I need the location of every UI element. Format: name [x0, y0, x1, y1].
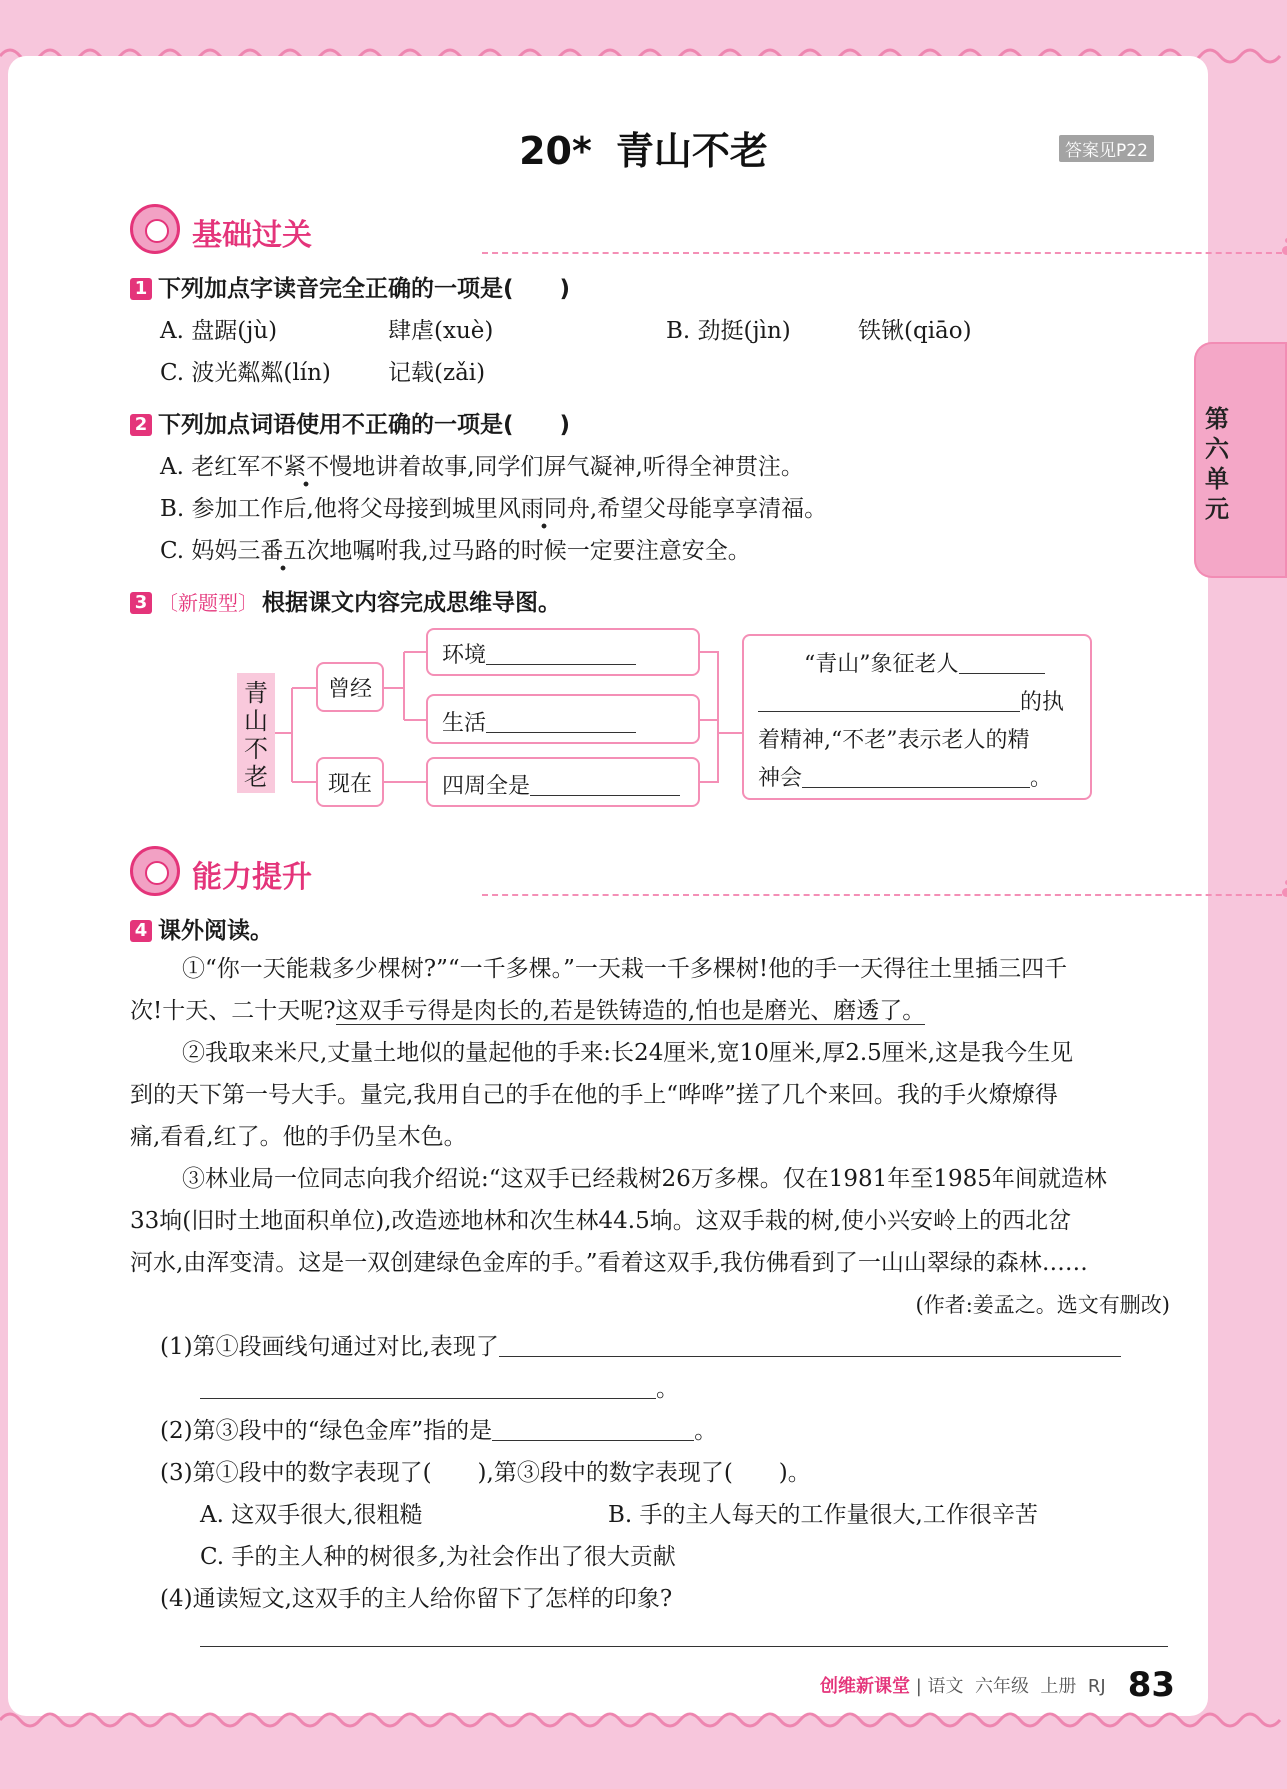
q2-c-suffix: 地嘱咐我,过马路的时候一定要注意安全。	[329, 538, 751, 564]
around-label: 四周全是	[442, 774, 531, 799]
passage-p3-line1: ③林业局一位同志向我介绍说:“这双手已经栽树26万多棵。仅在1981年至1985年间就造林	[182, 1166, 1107, 1192]
mind-map-root: 青山不老	[237, 673, 275, 793]
life-blank[interactable]	[486, 710, 636, 733]
passage-p3-line3: 河水,由浑变清。这是一双创建绿色金库的手。”看着这双手,我仿佛看到了一山山翠绿的森林……	[130, 1250, 1088, 1276]
q4-sub4: (4)通读短文,这双手的主人给你留下了怎样的印象?	[160, 1586, 673, 1612]
footer-grade: 六年级	[974, 1676, 1029, 1697]
question-1-text: 下列加点字读音完全正确的一项是( )	[158, 276, 571, 302]
question-number-badge: 2	[130, 414, 152, 436]
q2-b-prefix: B. 参加工作后,他将父母接到城里	[160, 496, 498, 522]
summary-line-4: 神会	[758, 766, 803, 791]
q4-sub1	[160, 1328, 1121, 1361]
summary-blank-2[interactable]	[758, 689, 1020, 712]
passage-p2-line3: 痛,看看,红了。他的手仍呈木色。	[130, 1124, 467, 1150]
page-footer: 创维新课堂 | 语文 六年级 上册 RJ 83	[820, 1665, 1176, 1705]
passage-underlined-sentence: 这双手亏得是肉长的,若是铁铸造的,怕也是磨光、磨透了。	[335, 998, 926, 1024]
summary-blank-1[interactable]	[959, 651, 1045, 674]
mascot-icon	[130, 846, 180, 896]
q2-b-suffix: ,希望父母能享享清福。	[589, 496, 828, 522]
q4-sub2	[160, 1412, 717, 1445]
q4-sub2-end: 。	[694, 1418, 718, 1444]
summary-blank-3[interactable]	[802, 765, 1030, 788]
summary-line-3: 着精神,“不老”表示老人的精	[758, 728, 1030, 753]
q4-sub3: (3)第①段中的数字表现了( ),第③段中的数字表现了( )。	[160, 1460, 811, 1486]
section-ability-label: 能力提升	[192, 860, 312, 895]
footer-brand: 创维新课堂	[820, 1676, 910, 1697]
lesson-number: 20*	[519, 129, 592, 173]
reading-passage	[130, 948, 1170, 1326]
q1-option-a2: 肆虐(xuè)	[388, 318, 494, 344]
section-divider	[482, 894, 1282, 896]
q1-option-b2: 铁锹(qiāo)	[858, 318, 972, 344]
question-number-badge: 1	[130, 278, 152, 300]
question-number-badge: 3	[130, 592, 152, 614]
footer-edition: RJ	[1087, 1676, 1106, 1697]
passage-p2-line2: 到的天下第一号大手。量完,我用自己的手在他的手上“哗哗”搓了几个来回。我的手火燎燎得	[130, 1082, 1058, 1108]
q2-a-suffix: 地讲着故事,同学们屏气凝神,听得全神贯注。	[352, 454, 804, 480]
environment-blank[interactable]	[486, 642, 636, 665]
summary-line-2: 的执	[1020, 690, 1065, 715]
page-number: 83	[1127, 1665, 1176, 1705]
q2-a-prefix: A. 老红军	[160, 454, 261, 480]
question-2-text: 下列加点词语使用不正确的一项是( )	[158, 412, 571, 438]
environment-label: 环境	[442, 643, 487, 668]
q4-sub1-end: 。	[656, 1376, 679, 1402]
q4-sub3-option-c: C. 手的主人种的树很多,为社会作出了很大贡献	[200, 1544, 676, 1570]
lesson-title-text: 青山不老	[615, 129, 768, 173]
q4-sub4-answer-line[interactable]	[200, 1646, 1168, 1647]
q4-sub3-option-b: B. 手的主人每天的工作量很大,工作很辛苦	[608, 1502, 1038, 1528]
question-4-text: 课外阅读。	[158, 918, 273, 944]
section-ability-header	[130, 846, 1170, 902]
passage-p1-line2	[130, 990, 1170, 1032]
question-3-text: 根据课文内容完成思维导图。	[262, 590, 561, 616]
passage-p1-line1: ①“你一天能栽多少棵树?”“一千多棵。”一天栽一千多棵树!他的手一天得往土里插三四千	[182, 956, 1068, 982]
q1-option-c1: C. 波光粼粼(lín)	[160, 360, 331, 386]
q4-sub2-text: (2)第③段中的“绿色金库”指的是	[160, 1418, 493, 1444]
passage-p2-line1: ②我取来米尺,丈量土地似的量起他的手来:长24厘米,宽10厘米,厚2.5厘米,这是我今生见	[182, 1040, 1074, 1066]
q4-sub1-blank-1[interactable]	[499, 1334, 1121, 1357]
mind-map-summary-node	[742, 634, 1092, 800]
mind-map-now-node: 现在	[316, 757, 384, 807]
unit-side-tab-label: 第六单元	[1205, 405, 1229, 523]
mind-map-environment-node	[426, 628, 700, 676]
summary-line-1: “青山”象征老人	[804, 652, 959, 677]
life-label: 生活	[442, 711, 487, 736]
q4-sub1-cont	[200, 1370, 679, 1403]
q1-option-c2: 记载(zǎi)	[388, 360, 486, 386]
q1-option-a1: A. 盘踞(jù)	[160, 318, 278, 344]
answer-reference-badge: 答案见P22	[1059, 135, 1154, 162]
footer-subject: 语文	[927, 1676, 964, 1697]
mind-map-life-node	[426, 694, 700, 744]
summary-end: 。	[1030, 766, 1053, 791]
q2-c-dotted-phrase: 三番五次	[237, 538, 329, 572]
passage-source: (作者:姜孟之。选文有删改)	[915, 1293, 1170, 1317]
new-question-type-tag: 〔新题型〕	[158, 591, 258, 615]
footer-volume: 上册	[1040, 1676, 1077, 1697]
q2-a-dotted-phrase: 不紧不慢	[260, 454, 352, 488]
q1-option-b1: B. 劲挺(jìn)	[666, 318, 791, 344]
q2-b-dotted-phrase: 风雨同舟	[498, 496, 590, 530]
q4-sub1-blank-2[interactable]	[200, 1376, 656, 1399]
mind-map-past-node: 曾经	[316, 662, 384, 712]
question-4-stem	[130, 912, 273, 945]
question-number-badge: 4	[130, 920, 152, 942]
around-blank[interactable]	[530, 773, 680, 796]
q4-sub1-text: (1)第①段画线句通过对比,表现了	[160, 1334, 499, 1360]
passage-p1-line2-pre: 次!十天、二十天呢?	[130, 998, 336, 1024]
passage-p3-line2: 33垧(旧时土地面积单位),改造迹地林和次生林44.5垧。这双手栽的树,使小兴安岭上的西北岔	[130, 1208, 1072, 1234]
q2-c-prefix: C. 妈妈	[160, 538, 238, 564]
q4-sub3-option-a: A. 这双手很大,很粗糙	[200, 1502, 423, 1528]
section-basic-label: 基础过关	[192, 218, 312, 253]
dots-icon	[1282, 886, 1287, 900]
q4-sub2-blank[interactable]	[492, 1418, 694, 1441]
mind-map-now-detail-node	[426, 757, 700, 807]
